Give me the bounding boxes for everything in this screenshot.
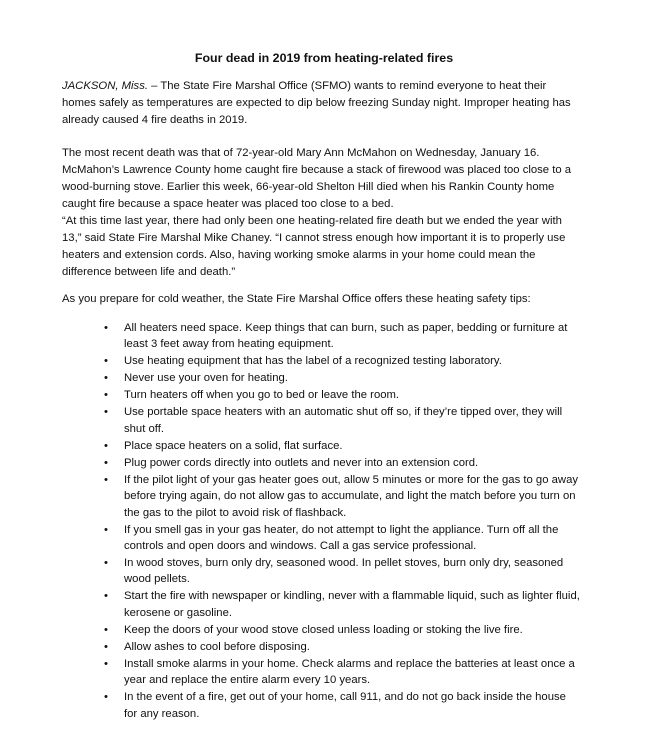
bullet-icon: •	[104, 473, 108, 486]
tip-text: Install smoke alarms in your home. Check alarms and replace the batteries at least once a year and replace the entire alarm every 10 years.	[124, 657, 575, 687]
paragraph-intro-body: – The State Fire Marshal Office (SFMO) wants to remind everyone to heat their homes safely as temperatures are expected to dip below freezing Sunday night. Improper heating has already caused 4 fire deaths in 2019.	[62, 80, 571, 126]
tip-text: Use heating equipment that has the label of a recognized testing laboratory.	[124, 355, 502, 368]
bullet-icon: •	[104, 456, 108, 469]
bullet-icon: •	[104, 623, 108, 636]
bullet-icon: •	[104, 355, 108, 368]
tip-text: Turn heaters off when you go to bed or leave the room.	[124, 389, 400, 402]
bullet-icon: •	[104, 389, 108, 402]
list-item	[62, 622, 582, 638]
tip-text: Use portable space heaters with an automatic shut off so, if they’re tipped over, they will shut off.	[124, 406, 563, 435]
safety-tips-list	[62, 320, 582, 723]
paragraph-quote: “At this time last year, there had only been one heating-related fire death but we ended the year with 13,” said State Fire Marshal Mike Chaney. “I cannot stress enough how important it is to properly use heaters and extension cords. Also, having working smoke alarms in your home could mean the difference between life and death.”	[62, 215, 566, 278]
tip-text: Start the fire with newspaper or kindling, never with a flammable liquid, such as lighter fluid, kerosene or gasoline.	[124, 590, 580, 619]
list-item	[62, 472, 582, 521]
list-item	[62, 639, 582, 655]
list-item	[62, 588, 582, 621]
tip-text: Never use your oven for heating.	[124, 372, 288, 385]
list-item	[62, 320, 582, 353]
bullet-icon: •	[104, 406, 108, 419]
list-item	[62, 689, 582, 722]
bullet-icon: •	[104, 691, 108, 704]
bullet-icon: •	[104, 640, 108, 653]
paragraph-recent-death: The most recent death was that of 72-year-old Mary Ann McMahon on Wednesday, January 16. McMahon’s Lawrence County home caught fire because a stack of firewood was placed too close to a wood-burning stove. Earlier this week, 66-year-old Shelton Hill died when his Rankin County home caught fire because a space heater was placed too close to a bed.	[62, 147, 572, 210]
tip-text: In the event of a fire, get out of your home, call 911, and do not go back inside the house for any reason.	[124, 691, 566, 720]
list-item	[62, 387, 582, 403]
bullet-icon: •	[104, 523, 108, 536]
list-item	[62, 455, 582, 471]
bullet-icon: •	[104, 439, 108, 452]
tip-text: Plug power cords directly into outlets and never into an extension cord.	[124, 456, 479, 469]
list-item	[62, 656, 582, 689]
tip-text: Allow ashes to cool before disposing.	[124, 640, 310, 653]
paragraph-intro	[62, 78, 582, 129]
bullet-icon: •	[104, 322, 108, 334]
tip-text: Place space heaters on a solid, flat surface.	[124, 439, 343, 452]
document-title: Four dead in 2019 from heating-related fires	[194, 51, 454, 65]
dateline: JACKSON, Miss.	[62, 80, 148, 92]
list-item	[62, 522, 582, 555]
bullet-icon: •	[104, 557, 108, 570]
bullet-icon: •	[104, 657, 108, 670]
tip-text: If you smell gas in your gas heater, do not attempt to light the appliance. Turn off all the controls and open doors and windows. Call a gas service professional.	[124, 523, 559, 553]
list-item	[62, 370, 582, 386]
paragraph-tips-intro: As you prepare for cold weather, the State Fire Marshal Office offers these heating safety tips:	[62, 293, 531, 305]
list-item	[62, 404, 582, 437]
tip-text: If the pilot light of your gas heater goes out, allow 5 minutes or more for the gas to go away before trying again, do not allow gas to accumulate, and light the match before you turn on the gas to the pilot to avoid risk of flashback.	[124, 473, 579, 519]
bullet-icon: •	[104, 372, 108, 385]
list-item	[62, 555, 582, 588]
list-item	[62, 438, 582, 454]
tip-text: All heaters need space. Keep things that can burn, such as paper, bedding or furniture at least 3 feet away from heating equipment.	[124, 322, 568, 351]
tip-text: Keep the doors of your wood stove closed unless loading or stoking the live fire.	[124, 623, 523, 636]
bullet-icon: •	[104, 590, 108, 603]
tip-text: In wood stoves, burn only dry, seasoned wood. In pellet stoves, burn only dry, seasoned wood pellets.	[124, 557, 564, 586]
list-item	[62, 353, 582, 369]
